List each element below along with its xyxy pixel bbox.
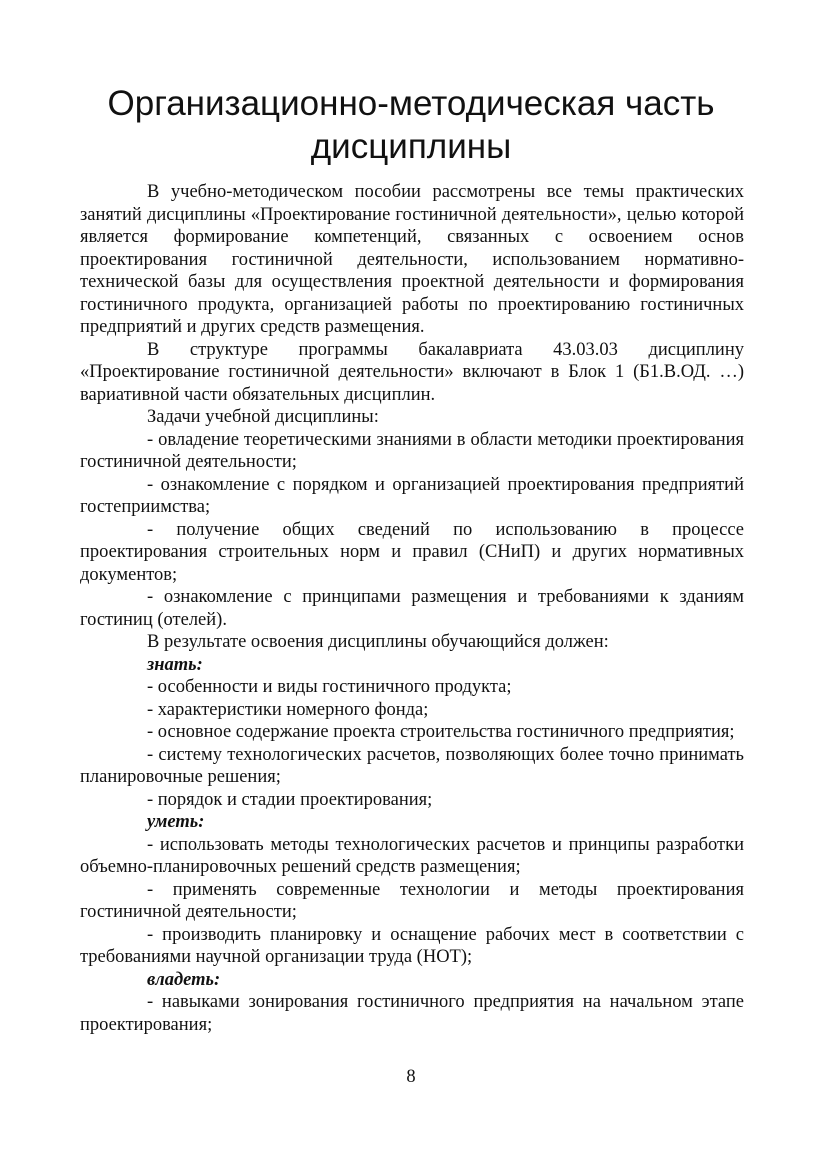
tasks-heading: Задачи учебной дисциплины: bbox=[147, 407, 379, 427]
own-item: - навыками зонирования гостиничного предприятия на начальном этапе проектирования; bbox=[80, 992, 744, 1035]
task-item: - ознакомление с порядком и организацией проектирования предприятий гостеприимства; bbox=[80, 474, 744, 517]
can-item: - использовать методы технологических расчетов и принципы разработки объемно-планировочных решений средств размещения; bbox=[80, 834, 744, 877]
title-line-1: Организационно-методическая часть bbox=[107, 84, 715, 123]
results-heading: В результате освоения дисциплины обучающийся должен: bbox=[147, 632, 609, 652]
can-item: - производить планировку и оснащение рабочих мест в соответствии с требованиями научной организации труда (НОТ); bbox=[80, 924, 744, 967]
can-item: - применять современные технологии и методы проектирования гостиничной деятельности; bbox=[80, 879, 744, 922]
intro-paragraph: В учебно-методическом пособии рассмотрены все темы практических занятий дисциплины «Проектирование гостиничной деятельности», целью которой является формирование компетенций, связанных с освоением основ проектирования гостиничной деятельности, использованием нормативно-технической базы для осуществления проектной деятельности и формирования гостиничного продукта, организацией работы по проектированию гостиничных предприятий и других средств размещения. bbox=[80, 182, 744, 337]
task-item: - овладение теоретическими знаниями в области методики проектирования гостиничной деятельности; bbox=[80, 429, 744, 472]
task-item: - ознакомление с принципами размещения и требованиями к зданиям гостиниц (отелей). bbox=[80, 587, 744, 630]
know-item: - особенности и виды гостиничного продукта; bbox=[147, 677, 512, 697]
title-line-2: дисциплины bbox=[310, 127, 512, 166]
know-label: знать: bbox=[147, 654, 203, 675]
can-label: уметь: bbox=[147, 812, 205, 832]
know-item: - систему технологических расчетов, позволяющих более точно принимать планировочные решения; bbox=[80, 744, 744, 787]
know-item: - основное содержание проекта строительства гостиничного предприятия; bbox=[147, 722, 735, 742]
know-item: - порядок и стадии проектирования; bbox=[147, 789, 433, 810]
know-item: - характеристики номерного фонда; bbox=[147, 699, 429, 720]
page-number: 8 bbox=[406, 1067, 416, 1087]
document-body bbox=[80, 181, 744, 1036]
page-title bbox=[60, 82, 762, 168]
structure-paragraph: В структуре программы бакалавриата 43.03.03 дисциплину «Проектирование гостиничной деятельности» включают в Блок 1 (Б1.В.ОД. …) вариативной части обязательных дисциплин. bbox=[80, 339, 744, 405]
task-item: - получение общих сведений по использованию в процессе проектирования строительных норм и правил (СНиП) и других нормативных документов; bbox=[80, 519, 744, 585]
own-label: владеть: bbox=[147, 969, 221, 990]
